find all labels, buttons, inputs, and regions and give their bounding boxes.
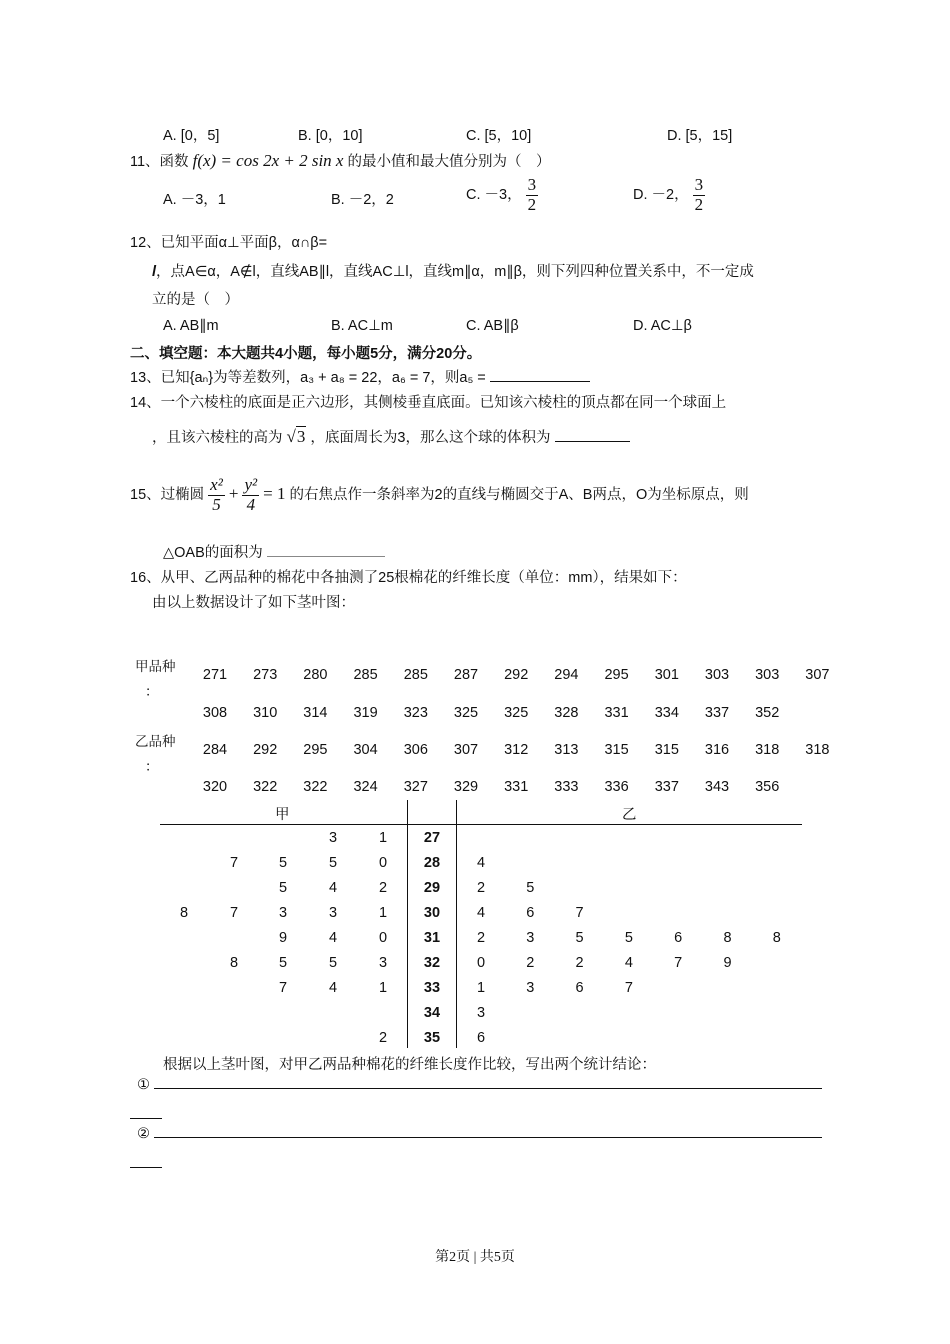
raw-value-yi-row1: 315	[654, 742, 679, 758]
fraction-denominator: 2	[694, 194, 704, 214]
q15-equals: = 1	[263, 484, 286, 504]
leaf-yi: 2	[476, 930, 486, 946]
conclusion-2-marker: ②	[137, 1126, 150, 1142]
leaf-jia: 5	[278, 855, 288, 871]
stem-value: 32	[423, 955, 441, 971]
raw-value-yi-row2: 343	[704, 779, 730, 795]
q15-pre: 15、过椭圆	[130, 487, 205, 504]
q11-option-a: A. －3，1	[163, 192, 226, 208]
q15-post: 的右焦点作一条斜率为2的直线与椭圆交于A、B两点，O为坐标原点，则	[289, 487, 749, 504]
conclusion-2	[137, 1126, 822, 1142]
raw-value-jia-row2: 337	[704, 705, 730, 721]
raw-value-jia-row1: 273	[253, 667, 278, 683]
conclusion-2-blank-wrap	[130, 1167, 162, 1168]
q12-line-l: l	[152, 264, 157, 280]
leaf-jia: 1	[378, 980, 388, 996]
leaf-jia: 4	[328, 980, 338, 996]
raw-value-jia-row2: 328	[554, 705, 579, 721]
raw-value-yi-row2: 356	[755, 779, 780, 795]
q14-line2a: ，且该六棱柱的高为	[152, 430, 283, 446]
leaf-yi: 8	[723, 930, 732, 946]
page-footer: 第2页 | 共5页	[435, 1250, 515, 1265]
raw-value-yi-row1: 292	[253, 742, 278, 758]
stem-header-rule	[160, 824, 802, 825]
q15-line1	[130, 476, 749, 514]
raw-value-jia-row1: 294	[554, 667, 579, 683]
stem-divider-right	[456, 800, 457, 1048]
q11-option-c	[466, 176, 538, 214]
raw-value-yi-row2: 320	[202, 779, 228, 795]
leaf-yi: 6	[526, 905, 535, 921]
raw-value-jia-row1: 303	[704, 667, 730, 683]
fraction-numerator: 3	[527, 175, 537, 194]
q11-option-d-fraction	[693, 176, 706, 214]
q11-option-d	[633, 176, 705, 214]
yi-colon: ：	[145, 759, 159, 774]
stem-value: 33	[423, 980, 441, 996]
q14-sqrt-value: 3	[296, 427, 306, 446]
leaf-jia: 0	[378, 930, 388, 946]
leaf-jia: 7	[229, 905, 239, 921]
leaf-jia: 2	[378, 880, 388, 896]
q10-option-c: C. [5，10]	[466, 128, 532, 144]
raw-value-jia-row1: 303	[755, 667, 780, 683]
leaf-jia: 7	[278, 980, 288, 996]
raw-value-yi-row2: 322	[253, 779, 278, 795]
leaf-jia: 3	[328, 830, 338, 846]
stem-header-yi: 乙	[622, 807, 637, 823]
q11-option-d-text: D. －2，	[633, 187, 689, 204]
q15-line2	[163, 541, 385, 562]
raw-value-jia-row1: 287	[453, 667, 479, 683]
raw-value-jia-row2: 334	[654, 705, 679, 721]
leaf-yi: 6	[674, 930, 683, 946]
q10-option-d: D. [5，15]	[667, 128, 733, 144]
leaf-jia: 7	[229, 855, 239, 871]
leaf-yi: 4	[624, 955, 633, 971]
raw-value-yi-row1: 318	[755, 742, 780, 758]
raw-value-yi-row2: 322	[303, 779, 328, 795]
q12-option-c: C. AB∥β	[466, 318, 519, 334]
yi-label: 乙品种	[135, 734, 176, 749]
q10-option-a: A. [0，5]	[163, 128, 220, 144]
section-heading: 二、填空题：本大题共4小题，每小题5分，满分20分。	[130, 346, 482, 362]
q11-question	[130, 150, 551, 171]
stem-value: 30	[423, 905, 441, 921]
leaf-jia: 8	[179, 905, 189, 921]
raw-value-yi-row1: 307	[453, 742, 479, 758]
raw-value-yi-row1: 318	[805, 742, 830, 758]
conclusion-2-blank[interactable]	[154, 1137, 822, 1138]
q11-number: 11、函数	[130, 154, 189, 170]
q12-line3: 立的是（ ）	[152, 292, 239, 308]
leaf-yi: 1	[476, 980, 486, 996]
leaf-yi: 5	[624, 930, 633, 946]
leaf-jia: 8	[229, 955, 239, 971]
stem-value: 28	[423, 855, 441, 871]
q11-option-b: B. －2，2	[331, 192, 394, 208]
raw-value-yi-row1: 306	[403, 742, 428, 758]
raw-value-jia-row1: 301	[654, 667, 679, 683]
leaf-yi: 4	[476, 905, 486, 921]
q11-option-c-fraction	[526, 176, 539, 214]
leaf-jia: 3	[328, 905, 338, 921]
raw-value-jia-row2: 310	[253, 705, 278, 721]
stem-value: 31	[423, 930, 441, 946]
q13-answer-blank[interactable]	[490, 381, 590, 382]
stem-value: 29	[423, 880, 441, 896]
raw-value-jia-row1: 295	[604, 667, 629, 683]
stem-divider-left	[407, 800, 408, 1048]
raw-value-yi-row1: 316	[704, 742, 730, 758]
jia-label: 甲品种	[135, 659, 176, 674]
q14-sqrt: √3	[286, 427, 306, 446]
raw-value-jia-row2: 308	[202, 705, 228, 721]
leaf-jia: 5	[278, 955, 288, 971]
leaf-yi: 5	[526, 880, 535, 896]
raw-value-jia-row2: 352	[755, 705, 780, 721]
raw-value-jia-row1: 307	[805, 667, 830, 683]
fraction-numerator: y²	[244, 475, 258, 494]
leaf-jia: 1	[378, 905, 388, 921]
conclusion-1-blank[interactable]	[154, 1088, 822, 1089]
leaf-jia: 4	[328, 930, 338, 946]
q13-question	[130, 366, 590, 387]
fraction-denominator: 4	[246, 494, 256, 514]
q14-answer-blank[interactable]	[555, 441, 630, 442]
leaf-yi: 2	[476, 880, 486, 896]
fraction-numerator: 3	[694, 175, 704, 194]
jia-colon: ：	[145, 684, 159, 699]
q10-option-b: B. [0，10]	[298, 128, 363, 144]
raw-value-jia-row2: 319	[353, 705, 378, 721]
leaf-yi: 7	[674, 955, 683, 971]
q11-option-c-text: C. －3，	[466, 187, 522, 204]
q12-line1: 12、已知平面α⊥平面β，α∩β=	[130, 235, 328, 251]
leaf-jia: 2	[378, 1030, 388, 1046]
leaf-yi: 9	[723, 955, 732, 971]
raw-value-yi-row2: 333	[554, 779, 579, 795]
q16-line1: 16、从甲、乙两品种的棉花中各抽测了25根棉花的纤维长度（单位：mm），结果如下：	[130, 570, 687, 586]
leaf-jia: 5	[278, 880, 288, 896]
raw-value-yi-row2: 337	[654, 779, 679, 795]
leaf-jia: 5	[328, 855, 338, 871]
leaf-jia: 1	[378, 830, 388, 846]
conclusion-1	[137, 1077, 822, 1093]
raw-value-yi-row1: 313	[554, 742, 579, 758]
leaf-yi: 5	[575, 930, 584, 946]
stem-value: 27	[423, 830, 441, 846]
raw-value-jia-row1: 285	[403, 667, 428, 683]
conclusion-1-blank-wrap	[130, 1118, 162, 1119]
raw-value-yi-row1: 295	[303, 742, 328, 758]
raw-value-jia-row2: 323	[403, 705, 428, 721]
leaf-yi: 0	[476, 955, 486, 971]
leaf-yi: 2	[526, 955, 535, 971]
leaf-yi: 6	[476, 1030, 486, 1046]
q12-option-b: B. AC⊥m	[331, 318, 393, 334]
q16-conclusion-prompt: 根据以上茎叶图，对甲乙两品种棉花的纤维长度作比较，写出两个统计结论：	[163, 1057, 656, 1073]
leaf-yi: 2	[575, 955, 584, 971]
q14-line2b: ，底面周长为3，那么这个球的体积为	[310, 430, 551, 446]
conclusion-1-marker: ①	[137, 1077, 150, 1093]
leaf-jia: 4	[328, 880, 338, 896]
raw-value-jia-row1: 271	[202, 667, 228, 683]
leaf-yi: 4	[476, 855, 486, 871]
leaf-jia: 5	[328, 955, 338, 971]
leaf-yi: 3	[526, 980, 535, 996]
leaf-jia: 3	[278, 905, 288, 921]
raw-value-yi-row1: 315	[604, 742, 629, 758]
stem-value: 34	[423, 1005, 441, 1021]
leaf-jia: 9	[278, 930, 288, 946]
raw-value-jia-row1: 292	[504, 667, 529, 683]
fraction-denominator: 5	[212, 494, 221, 514]
q15-plus: +	[228, 484, 239, 504]
leaf-yi: 6	[575, 980, 584, 996]
raw-value-yi-row2: 336	[604, 779, 629, 795]
q14-line1: 14、一个六棱柱的底面是正六边形，其侧棱垂直底面。已知该六棱柱的顶点都在同一个球面上	[130, 395, 727, 411]
raw-value-jia-row1: 280	[303, 667, 328, 683]
q11-tail: 的最小值和最大值分别为（ ）	[347, 154, 551, 170]
q15-answer-blank[interactable]	[267, 556, 385, 557]
q12-line2-text: ，点A∈α，A∉l，直线AB∥l，直线AC⊥l，直线m∥α，m∥β，则下列四种位置关系中，不一定成	[156, 264, 754, 280]
q11-function: f(x) = cos 2x + 2 sin x	[192, 151, 344, 170]
leaf-yi: 3	[526, 930, 535, 946]
raw-value-jia-row2: 325	[453, 705, 479, 721]
leaf-yi: 3	[476, 1005, 486, 1021]
q13-text: 13、已知{aₙ}为等差数列，a₃ + a₈ = 22，a₆ = 7，则a₅ =	[130, 370, 486, 386]
raw-value-yi-row1: 284	[202, 742, 228, 758]
raw-value-yi-row2: 329	[453, 779, 479, 795]
raw-value-jia-row2: 331	[604, 705, 629, 721]
q12-option-d: D. AC⊥β	[633, 318, 692, 334]
q12-line2	[152, 260, 754, 281]
q15-fraction-x	[208, 476, 225, 514]
q16-line2: 由以上数据设计了如下茎叶图：	[152, 595, 355, 611]
leaf-yi: 7	[624, 980, 633, 996]
leaf-yi: 8	[772, 930, 781, 946]
raw-value-jia-row1: 285	[353, 667, 378, 683]
stem-header-jia: 甲	[275, 807, 290, 823]
raw-value-yi-row1: 312	[504, 742, 529, 758]
raw-value-yi-row2: 331	[504, 779, 529, 795]
q14-line2	[152, 426, 630, 447]
stem-value: 35	[423, 1030, 441, 1046]
q12-option-a: A. AB∥m	[163, 318, 219, 334]
raw-value-yi-row1: 304	[353, 742, 378, 758]
leaf-jia: 3	[378, 955, 388, 971]
raw-value-yi-row2: 327	[403, 779, 428, 795]
leaf-yi: 7	[575, 905, 584, 921]
fraction-numerator: x²	[210, 475, 223, 494]
raw-value-yi-row2: 324	[353, 779, 378, 795]
leaf-jia: 0	[378, 855, 388, 871]
raw-value-jia-row2: 325	[504, 705, 529, 721]
q15-line2-text: △OAB的面积为	[163, 545, 263, 561]
q15-fraction-y	[242, 476, 259, 514]
raw-value-jia-row2: 314	[303, 705, 328, 721]
fraction-denominator: 2	[527, 194, 537, 214]
